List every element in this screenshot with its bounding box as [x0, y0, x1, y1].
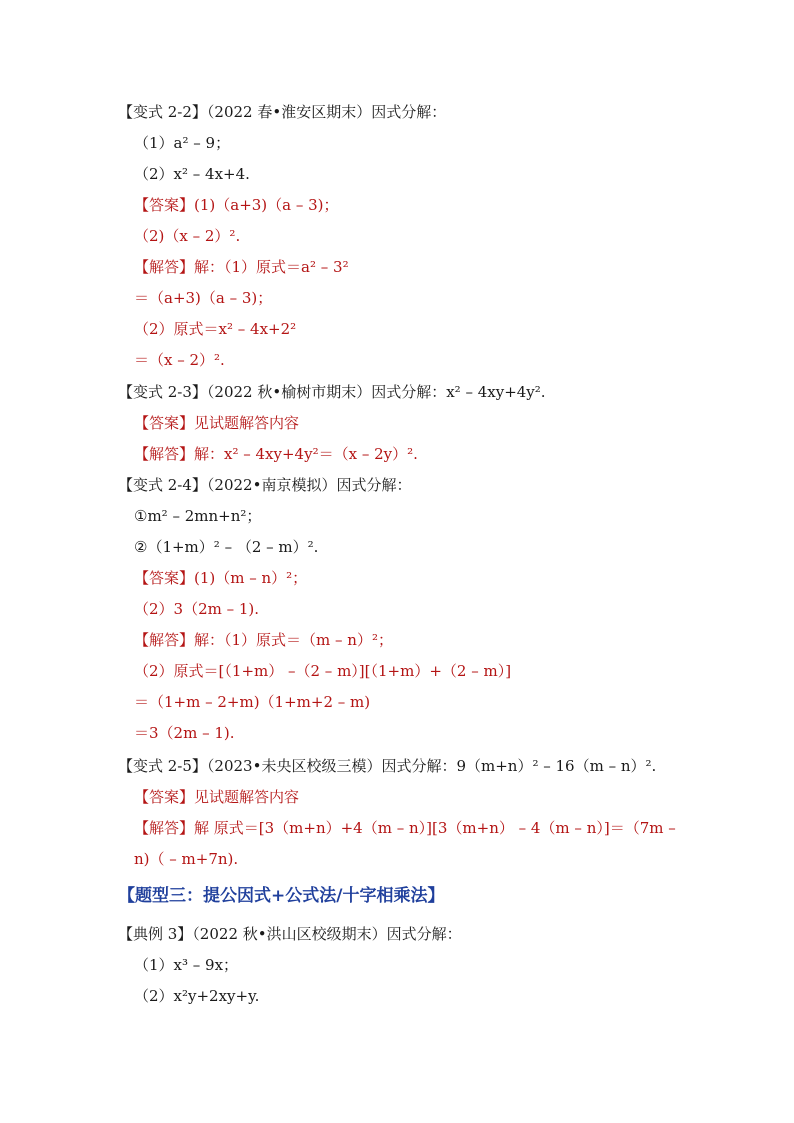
variant-2-4-part-2: ②（1+m）² – （2 – m）². — [134, 538, 319, 556]
variant-2-4-solution-result: ＝3（2m – 1). — [134, 724, 235, 742]
example-3-part-2: （2）x²y+2xy+y. — [134, 987, 260, 1005]
variant-2-4-answer: 【答案】(1)（m – n）²； — [134, 569, 308, 587]
example-3-title: 【典例 3】（2022 秋•洪山区校级期末）因式分解： — [118, 925, 462, 943]
variant-2-5-solution-cont: n)（ – m+7n). — [134, 850, 239, 868]
variant-2-3-solution: 【解答】解：x² – 4xy+4y²＝（x – 2y）². — [134, 445, 418, 463]
variant-2-4-answer-2: （2）3（2m – 1). — [134, 600, 260, 618]
variant-2-2-part-1: （1）a² – 9； — [134, 134, 231, 152]
variant-2-3-title: 【变式 2-3】（2022 秋•榆树市期末）因式分解：x² – 4xy+4y². — [118, 383, 546, 401]
variant-2-2-solution-step: ＝（a+3)（a – 3)； — [134, 289, 273, 307]
variant-2-5-solution: 【解答】解 原式＝[3（m+n）+4（m – n）][3（m+n） – 4（m – n）]＝（7m – — [134, 819, 676, 837]
variant-2-4-solution-step: ＝（1+m – 2+m)（1+m+2 – m) — [134, 693, 371, 711]
variant-2-2-part-2: （2）x² – 4x+4. — [134, 165, 250, 183]
variant-2-4-title: 【变式 2-4】（2022•南京模拟）因式分解： — [118, 476, 412, 494]
variant-2-4-solution-part-2: （2）原式＝[（1+m） –（2 – m）][（1+m）+（2 – m）] — [134, 662, 512, 680]
example-3-part-1: （1）x³ – 9x； — [134, 956, 239, 974]
variant-2-4-part-1: ①m² – 2mn+n²； — [134, 507, 262, 525]
variant-2-4-solution: 【解答】解：（1）原式＝（m – n）²； — [134, 631, 393, 649]
variant-2-2-solution: 【解答】解：（1）原式＝a² – 3² — [134, 258, 349, 276]
variant-2-2-solution-result: ＝（x – 2）². — [134, 351, 225, 369]
variant-2-2-answer-2: （2)（x – 2）². — [134, 227, 241, 245]
variant-2-3-answer: 【答案】见试题解答内容 — [134, 414, 300, 432]
variant-2-2-answer: 【答案】(1)（a+3)（a – 3)； — [134, 196, 339, 214]
variant-2-2-solution-part-2: （2）原式＝x² – 4x+2² — [134, 320, 297, 338]
variant-2-5-title: 【变式 2-5】（2023•未央区校级三模）因式分解：9（m+n）² – 16（m – n）². — [118, 757, 657, 775]
variant-2-5-answer: 【答案】见试题解答内容 — [134, 788, 300, 806]
section-heading: 【题型三：提公因式+公式法/十字相乘法】 — [118, 886, 445, 906]
variant-2-2-title: 【变式 2-2】（2022 春•淮安区期末）因式分解： — [118, 103, 447, 121]
